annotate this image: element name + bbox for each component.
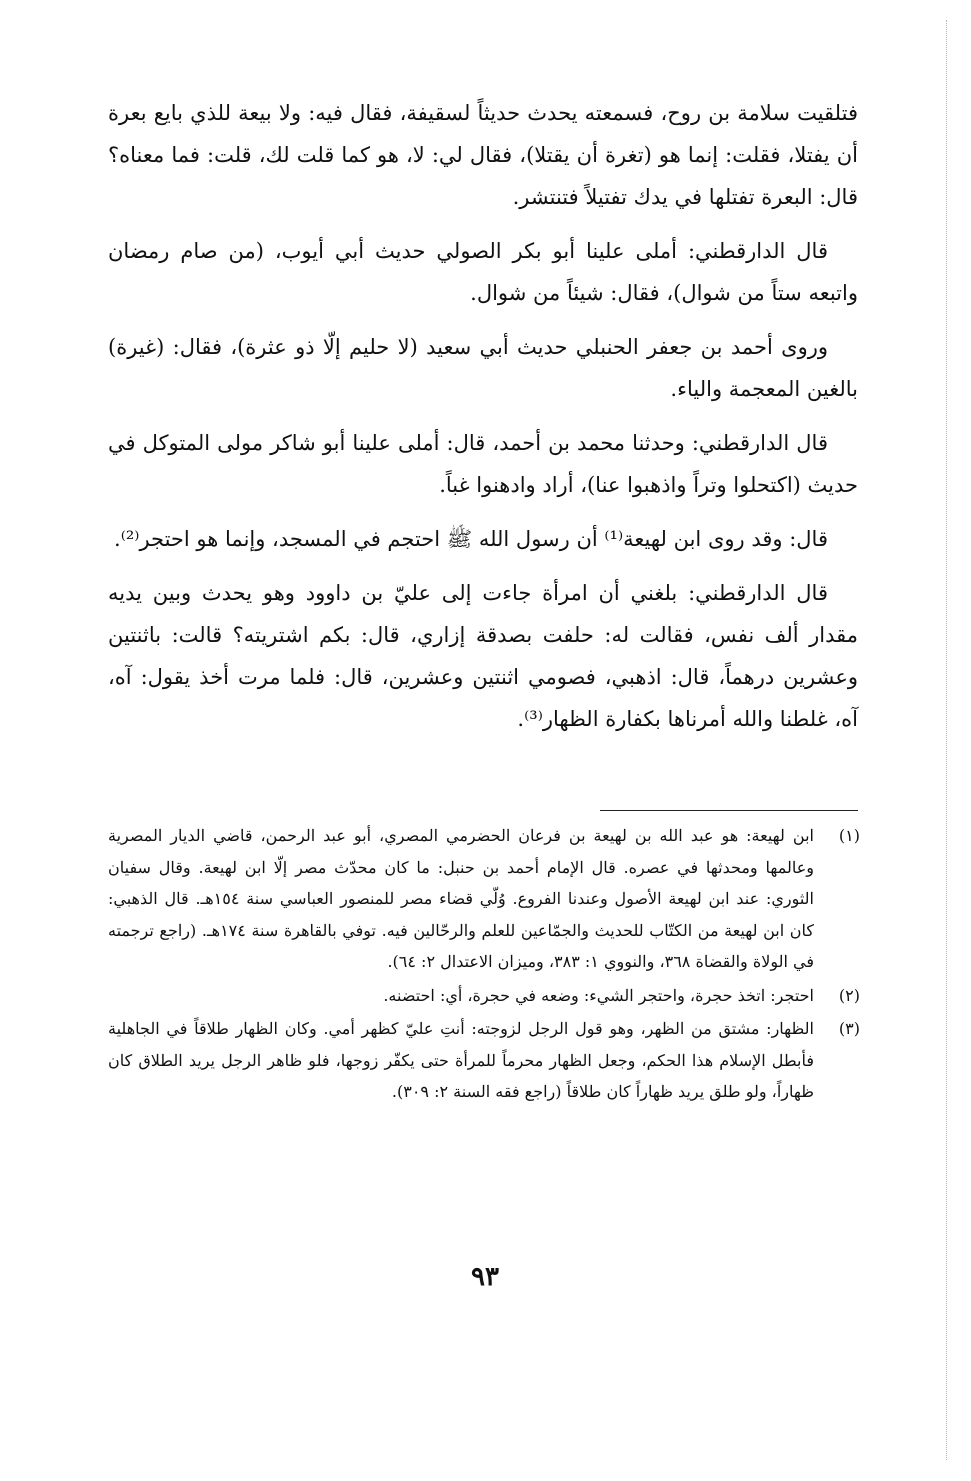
footnote [108, 820, 860, 978]
paragraph: فتلقيت سلامة بن روح، فسمعته يحدث حديثاً لسقيفة، فقال فيه: ولا بيعة للذي بايع بعرة أن يفتلا، فقلت: إنما هو (تغرة أن يقتلا)، فقال لي: لا، هو كما قلت لك، قلت: فما معناه؟ قال: البعرة تفتلها في يدك تفتيلاً فتنتشر. [108, 101, 858, 209]
footnote-divider [600, 810, 858, 811]
page-number: ٩٣ [471, 1262, 499, 1292]
main-text [108, 92, 858, 752]
footnote-text: الظهار: مشتق من الظهر، وهو قول الرجل لزوجته: أنتِ عليّ كظهر أمي. وكان الظهار طلاقاً في الجاهلية فأبطل الإسلام هذا الحكم، وجعل الظهار محرماً للمرأة حتى يكفّر زوجها، فلو ظاهر الرجل يريد الطلاق كان ظهاراً، ولو طلق يريد ظهاراً كان طلاقاً (راجع فقه السنة ٢: ٣٠٩). [108, 1019, 814, 1101]
footnote-number: (٣) [838, 1019, 860, 1038]
paragraph: قال الدارقطني: وحدثنا محمد بن أحمد، قال: أملى علينا أبو شاكر مولى المتوكل في حديث (اكتحلوا وتراً واذهبوا عنا)، أراد وادهنوا غباً. [108, 431, 858, 497]
footnote-number: (١) [838, 826, 860, 845]
paragraph: وروى أحمد بن جعفر الحنبلي حديث أبي سعيد (لا حليم إلّا ذو عثرة)، فقال: (غيرة) بالغين المعجمة والياء. [108, 335, 858, 401]
footnote [108, 980, 860, 1012]
page-edge-line [946, 20, 947, 1460]
footnote-text: احتجر: اتخذ حجرة، واحتجر الشيء: وضعه في حجرة، أي: احتضنه. [383, 985, 814, 1005]
footnote [108, 1013, 860, 1108]
footnote-text: ابن لهيعة: هو عبد الله بن لهيعة بن فرعان الحضرمي المصري، أبو عبد الرحمن، قاضي الديار المصرية وعالمها ومحدثها في عصره. قال الإمام أحمد بن حنبل: ما كان محدّث مصر إلّا ابن لهيعة. وقال سفيان الثوري: عند ابن لهيعة الأصول وعندنا الفروع. وُلّي قضاء مصر للمنصور العباسي سنة ١٥٤هـ. قال الذهبي: كان ابن لهيعة من الكتّاب للحديث والجمّاعين للعلم والرحّالين فيه. توفي بالقاهرة سنة ١٧٤هـ. (راجع ترجمته في الولاة والقضاة ٣٦٨، والنووي ١: ٣٨٣، وميزان الاعتدال ٢: ٦٤). [108, 826, 815, 971]
paragraph: قال: وقد روى ابن لهيعة⁽¹⁾ أن رسول الله ﷺ احتجم في المسجد، وإنما هو احتجر⁽²⁾. [114, 527, 828, 551]
paragraph: قال الدارقطني: أملى علينا أبو بكر الصولي حديث أبي أيوب، (من صام رمضان واتبعه ستاً من شوال)، فقال: شيئاً من شوال. [108, 239, 858, 305]
footnotes [108, 820, 860, 1110]
paragraph: قال الدارقطني: بلغني أن امرأة جاءت إلى عليّ بن داوود وهو يحدث وبين يديه مقدار ألف نفس، فقالت له: حلفت بصدقة إزاري، قال: بكم اشتريته؟ قالت: باثنتين وعشرين درهماً، قال: اذهبي، فصومي اثنتين وعشرين، قال: فلما مرت أخذ يقول: آه، آه، غلطنا والله أمرناها بكفارة الظهار⁽³⁾. [108, 581, 858, 731]
footnote-number: (٢) [838, 985, 860, 1005]
